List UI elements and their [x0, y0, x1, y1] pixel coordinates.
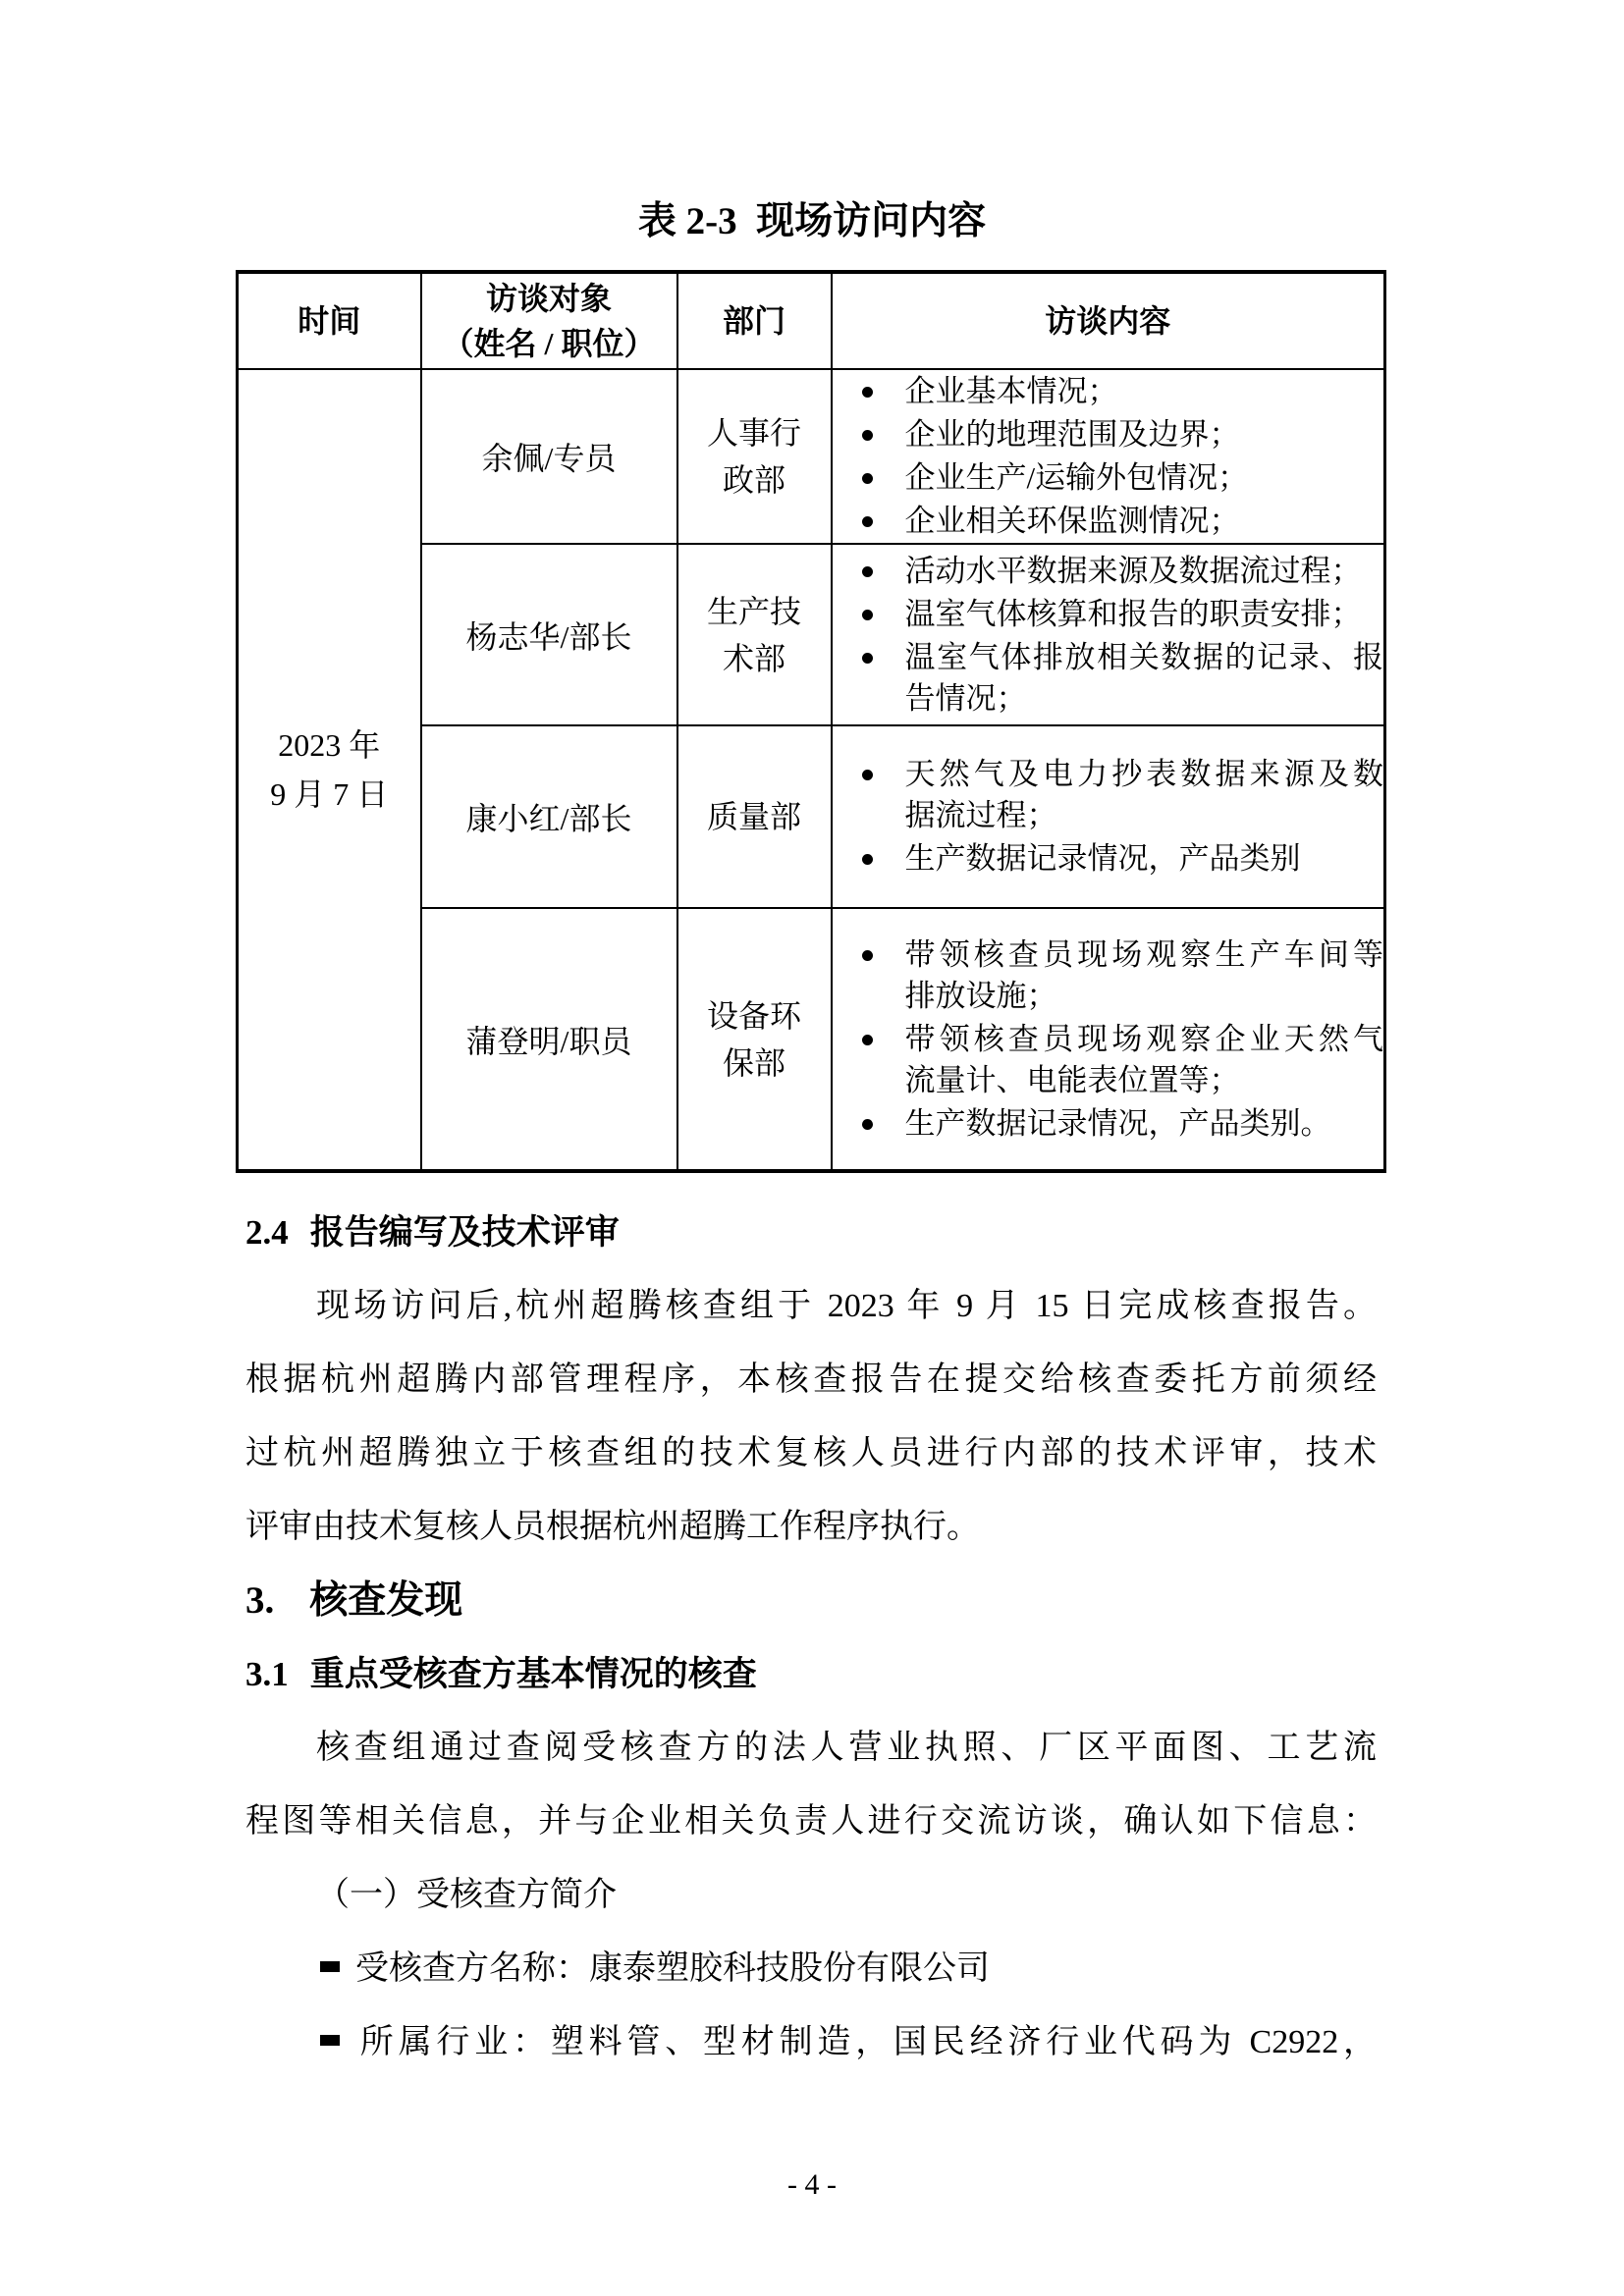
bullet-item — [833, 1103, 1384, 1145]
department-line: 质量部 — [706, 799, 801, 834]
text-line: 过杭州超腾独立于核查组的技术复核人员进行内部的技术评审，技术 — [245, 1435, 1377, 1471]
bullet-item-line: 天然气及电力抄表数据来源及数 — [904, 757, 1383, 791]
bullet-item — [833, 371, 1384, 412]
text-line: 核查组通过查阅受核查方的法人营业执照、厂区平面图、工艺流 — [316, 1730, 1377, 1766]
dash-bullet-icon — [320, 2035, 340, 2046]
heading-text: 重点受核查方基本情况的核查 — [309, 1655, 757, 1693]
bullet-item-line: 带领核查员现场观察企业天然气 — [904, 1021, 1383, 1056]
header-content: 访谈内容 — [832, 272, 1385, 369]
bullet-item-line: 温室气体核算和报告的职责安排； — [904, 596, 1362, 631]
department-line: 生产技 — [706, 593, 801, 629]
bullet-dot-icon — [862, 566, 873, 577]
person-cell: 康小红/部长 — [421, 725, 677, 908]
visit-table-body — [238, 369, 1385, 1171]
dash-bullet-icon — [320, 1961, 340, 1972]
department-line: 术部 — [722, 640, 785, 676]
bullet-item-line: 企业生产/运输外包情况； — [904, 460, 1249, 495]
header-line: （姓名 / 职位） — [442, 326, 656, 361]
bullet-item-line: 生产数据记录情况，产品类别 — [904, 841, 1301, 876]
section-heading — [245, 1196, 1377, 1269]
heading-number: 3.1 — [245, 1655, 289, 1693]
bullet-item-line: 带领核查员现场观察生产车间等 — [904, 936, 1383, 972]
interview-content-cell — [832, 544, 1385, 725]
section-heading — [245, 1564, 1377, 1637]
person-cell: 余佩/专员 — [421, 369, 677, 544]
header-line: 访谈对象 — [485, 281, 612, 316]
heading-text: 核查发现 — [309, 1579, 463, 1622]
page-number: - 4 - — [787, 2168, 837, 2201]
table-header-row — [238, 272, 1385, 369]
department-cell — [677, 908, 832, 1171]
bullet-item-line: 告情况； — [904, 680, 1027, 716]
bullet-dot-icon — [862, 473, 873, 484]
bullet-item — [833, 838, 1384, 880]
bullet-dot-icon — [862, 430, 873, 441]
section-heading — [245, 1637, 1377, 1711]
bullet-item-line: 流量计、电能表位置等； — [904, 1062, 1240, 1097]
department-line: 政部 — [722, 462, 785, 498]
department-cell — [677, 369, 832, 544]
bullet-item-line: 排放设施； — [904, 978, 1057, 1013]
bullet-item-line: 企业的地理范围及边界； — [904, 417, 1240, 452]
text-line: 现场访问后,杭州超腾核查组于 2023 年 9 月 15 日完成核查报告。 — [316, 1288, 1377, 1324]
interview-content-cell — [832, 908, 1385, 1171]
text-line: 程图等相关信息，并与企业相关负责人进行交流访谈，确认如下信息： — [245, 1803, 1377, 1840]
bullet-dot-icon — [862, 1119, 873, 1130]
person-cell: 杨志华/部长 — [421, 544, 677, 725]
bullet-item-line: 企业相关环保监测情况； — [904, 504, 1240, 538]
bullet-item — [833, 457, 1384, 499]
department-line: 人事行 — [706, 415, 801, 451]
table-row — [238, 369, 1385, 544]
bullet-item — [833, 934, 1384, 1017]
department-line: 保部 — [722, 1044, 785, 1081]
bullet-dot-icon — [862, 854, 873, 865]
bullet-item — [833, 754, 1384, 836]
department-cell — [677, 725, 832, 908]
bullet-dot-icon — [862, 950, 873, 961]
list-item-text: 所属行业：塑料管、型材制造，国民经济行业代码为 C2922， — [355, 2024, 1377, 2060]
bullet-item-line: 活动水平数据来源及数据流过程； — [904, 553, 1362, 588]
heading-text: 报告编写及技术评审 — [309, 1213, 620, 1252]
bullet-item — [833, 501, 1384, 542]
time-cell — [238, 369, 421, 1171]
bullet-item — [833, 414, 1384, 455]
bullet-dot-icon — [862, 1035, 873, 1045]
time-line: 2023 年 — [278, 727, 381, 763]
interview-content-cell — [832, 725, 1385, 908]
visit-table — [236, 270, 1386, 1173]
text-line: （一）受核查方简介 — [316, 1877, 617, 1913]
table-caption: 表 2-3 现场访问内容 — [637, 200, 987, 242]
heading-number: 2.4 — [245, 1213, 289, 1252]
list-item-text: 受核查方名称：康泰塑胶科技股份有限公司 — [355, 1950, 990, 1987]
interview-content-cell — [832, 369, 1385, 544]
bullet-item-line: 企业基本情况； — [904, 374, 1118, 408]
department-cell — [677, 544, 832, 725]
body-flow — [245, 1196, 1377, 2079]
text-line: 评审由技术复核人员根据杭州超腾工作程序执行。 — [245, 1509, 980, 1545]
list-item — [245, 2005, 1377, 2079]
bullet-item-line: 温室气体排放相关数据的记录、报 — [904, 639, 1383, 674]
bullet-item-line: 生产数据记录情况，产品类别。 — [904, 1105, 1331, 1141]
text-line: 根据杭州超腾内部管理程序，本核查报告在提交给核查委托方前须经 — [245, 1362, 1377, 1398]
bullet-item — [833, 594, 1384, 635]
bullet-dot-icon — [862, 653, 873, 664]
list-item — [245, 1932, 1377, 2005]
person-cell: 蒲登明/职员 — [421, 908, 677, 1171]
time-line: 9 月 7 日 — [270, 776, 389, 812]
bullet-item — [833, 1019, 1384, 1101]
heading-number: 3. — [245, 1579, 275, 1622]
bullet-dot-icon — [862, 387, 873, 398]
bullet-dot-icon — [862, 516, 873, 527]
bullet-dot-icon — [862, 610, 873, 620]
bullet-item — [833, 637, 1384, 720]
header-time: 时间 — [238, 272, 421, 369]
header-person — [421, 272, 677, 369]
header-dept: 部门 — [677, 272, 832, 369]
bullet-item-line: 据流过程； — [904, 798, 1057, 832]
department-line: 设备环 — [706, 997, 801, 1034]
bullet-item — [833, 551, 1384, 592]
bullet-dot-icon — [862, 770, 873, 780]
